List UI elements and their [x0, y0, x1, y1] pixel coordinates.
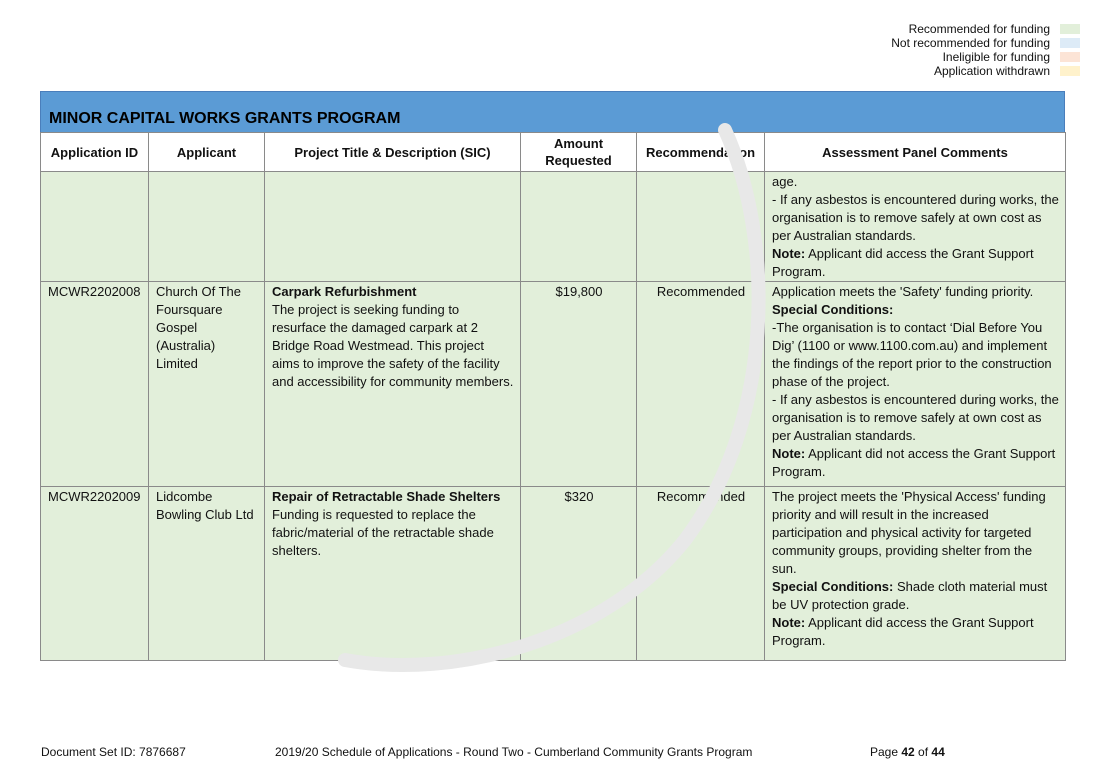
comment-note — [772, 445, 1059, 481]
table-row — [41, 487, 1066, 661]
special-conditions — [772, 578, 1059, 614]
legend-label: Ineligible for funding — [942, 50, 1050, 64]
special-conditions-label: Special Conditions: — [772, 302, 894, 317]
comment-continued-text: age. — [772, 174, 798, 189]
column-header-project: Project Title & Description (SIC) — [265, 133, 521, 172]
project-title: Carpark Refurbishment — [272, 284, 417, 299]
legend-label: Not recommended for funding — [891, 36, 1050, 50]
page-prefix: Page — [870, 745, 902, 759]
legend-item-not-recommended — [891, 36, 1080, 50]
special-conditions-text: -The organisation is to contact ‘Dial Before You Dig’ (1100 or www.1100.com.au) and implement the findings of the report prior to the construction phase of the project. — [772, 320, 1052, 389]
status-legend — [891, 22, 1080, 78]
cell-project — [265, 282, 521, 487]
cell-amount: $19,800 — [521, 282, 637, 487]
cell-applicant: Church Of The Foursquare Gospel (Australia) Limited — [149, 282, 265, 487]
legend-label: Recommended for funding — [908, 22, 1050, 36]
footer-page-number — [870, 745, 945, 759]
cell-application-id: MCWR2202008 — [41, 282, 149, 487]
project-description: Funding is requested to replace the fabric/material of the retractable shade shelters. — [272, 507, 494, 558]
legend-swatch — [1060, 38, 1080, 48]
cell-applicant: Lidcombe Bowling Club Ltd — [149, 487, 265, 661]
comment-intro: Application meets the 'Safety' funding priority. — [772, 284, 1034, 299]
table-row — [41, 282, 1066, 487]
cell-project — [265, 487, 521, 661]
special-conditions-text: Shade cloth material must be UV protection grade. — [772, 579, 1048, 612]
cell-recommendation: Recommended — [637, 282, 765, 487]
cell-recommendation: Recommended — [637, 487, 765, 661]
column-header-recommendation: Recommendation — [637, 133, 765, 172]
legend-item-ineligible — [891, 50, 1080, 64]
legend-item-recommended — [891, 22, 1080, 36]
column-header-amount — [521, 133, 637, 172]
note-text: Applicant did not access the Grant Support Program. — [772, 446, 1056, 479]
table-header-row — [41, 133, 1066, 172]
cell-amount — [521, 172, 637, 282]
comment-asbestos-condition: - If any asbestos is encountered during works, the organisation is to remove safely at own cost as per Australian standards. — [772, 192, 1059, 243]
comment-intro: The project meets the 'Physical Access' funding priority and will result in the increased participation and physical activity for targeted community groups, providing shelter from the sun. — [772, 489, 1046, 576]
legend-swatch — [1060, 66, 1080, 76]
note-label: Note: — [772, 246, 806, 261]
project-description: The project is seeking funding to resurface the damaged carpark at 2 Bridge Road Westmead. This project aims to improve the safety of the facility and accessibility for community members. — [272, 302, 514, 389]
cell-recommendation — [637, 172, 765, 282]
cell-application-id: MCWR2202009 — [41, 487, 149, 661]
legend-swatch — [1060, 24, 1080, 34]
note-text: Applicant did access the Grant Support Program. — [772, 246, 1034, 279]
column-header-application-id: Application ID — [41, 133, 149, 172]
amount-header-line2: Requested — [545, 153, 612, 168]
cell-comments — [765, 282, 1066, 487]
note-label: Note: — [772, 446, 806, 461]
column-header-applicant: Applicant — [149, 133, 265, 172]
program-title: MINOR CAPITAL WORKS GRANTS PROGRAM — [49, 110, 401, 127]
project-title: Repair of Retractable Shade Shelters — [272, 489, 501, 504]
amount-header-line1: Amount — [553, 136, 604, 151]
comment-note — [772, 245, 1059, 281]
footer-schedule-title: 2019/20 Schedule of Applications - Round Two - Cumberland Community Grants Program — [275, 745, 753, 759]
cell-application-id — [41, 172, 149, 282]
footer-document-id: Document Set ID: 7876687 — [41, 745, 186, 759]
comment-asbestos-condition: - If any asbestos is encountered during works, the organisation is to remove safely at own cost as per Australian standards. — [772, 392, 1059, 443]
page-total: 44 — [931, 745, 945, 759]
special-conditions-label: Special Conditions: — [772, 579, 894, 594]
cell-project — [265, 172, 521, 282]
page-current: 42 — [901, 745, 915, 759]
cell-applicant — [149, 172, 265, 282]
cell-comments — [765, 172, 1066, 282]
cell-amount: $320 — [521, 487, 637, 661]
legend-swatch — [1060, 52, 1080, 62]
note-text: Applicant did access the Grant Support Program. — [772, 615, 1034, 648]
legend-item-withdrawn — [891, 64, 1080, 78]
note-label: Note: — [772, 615, 806, 630]
program-header — [40, 91, 1065, 133]
page-of: of — [914, 745, 932, 759]
column-header-comments: Assessment Panel Comments — [765, 133, 1066, 172]
applications-table — [40, 132, 1066, 661]
cell-comments — [765, 487, 1066, 661]
table-row-continued — [41, 172, 1066, 282]
comment-note — [772, 614, 1059, 650]
legend-label: Application withdrawn — [933, 64, 1050, 78]
